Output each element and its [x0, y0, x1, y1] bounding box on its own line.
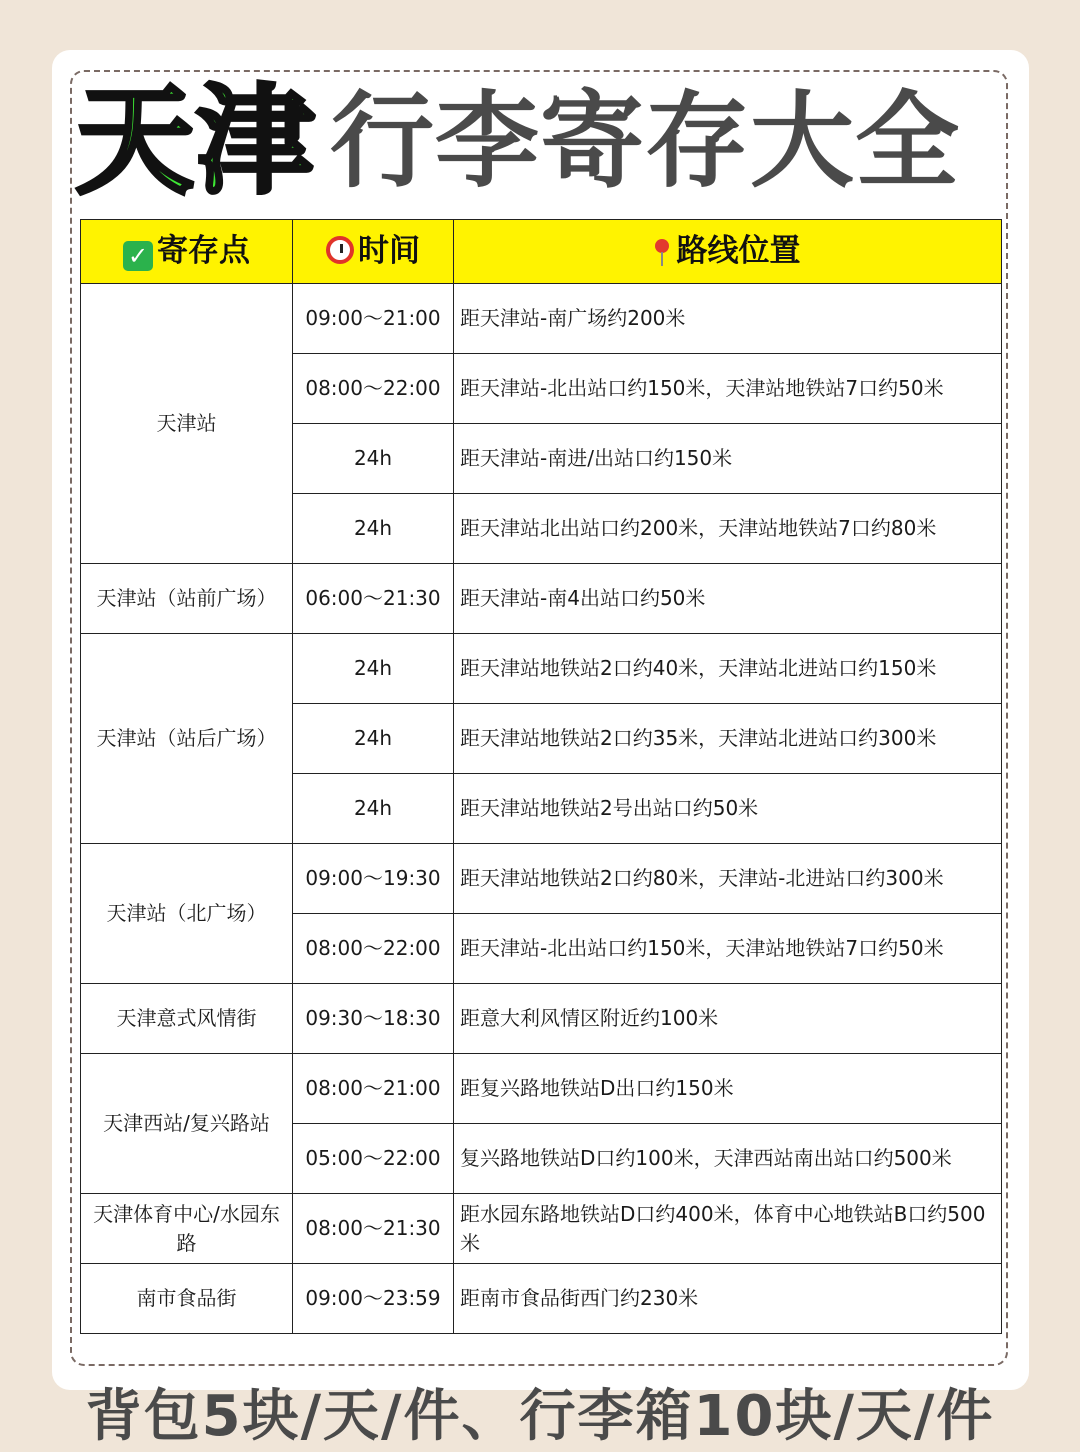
route-cell: 距天津站地铁站2口约80米，天津站-北进站口约300米: [454, 844, 1002, 914]
pin-icon: [655, 239, 669, 253]
table-row: [81, 984, 1002, 1054]
time-cell: 24h: [293, 634, 454, 704]
location-cell: 天津意式风情街: [81, 984, 293, 1054]
time-cell: 08:00～22:00: [293, 914, 454, 984]
table-row: [81, 844, 1002, 914]
table-row: [81, 634, 1002, 704]
route-cell: 距天津站-北出站口约150米，天津站地铁站7口约50米: [454, 914, 1002, 984]
time-cell: 24h: [293, 774, 454, 844]
price-footer: 背包5块/天/件、行李箱10块/天/件: [85, 1384, 995, 1449]
time-cell: 24h: [293, 424, 454, 494]
route-cell: 距水园东路地铁站D口约400米，体育中心地铁站B口约500米: [454, 1194, 1002, 1264]
title-rest: 行李寄存大全: [330, 80, 961, 202]
time-cell: 09:30～18:30: [293, 984, 454, 1054]
table-row: [81, 1194, 1002, 1264]
header-time: 时间: [293, 220, 454, 284]
check-icon: ✓: [123, 241, 153, 271]
location-cell: 南市食品街: [81, 1264, 293, 1334]
time-cell: 08:00～21:00: [293, 1054, 454, 1124]
route-cell: 距南市食品街西门约230米: [454, 1264, 1002, 1334]
time-cell: 05:00～22:00: [293, 1124, 454, 1194]
route-cell: 复兴路地铁站D口约100米，天津西站南出站口约500米: [454, 1124, 1002, 1194]
time-cell: 08:00～22:00: [293, 354, 454, 424]
time-cell: 09:00～21:00: [293, 284, 454, 354]
location-cell: 天津站: [81, 284, 293, 564]
route-cell: 距天津站-南4出站口约50米: [454, 564, 1002, 634]
alarm-clock-icon: [326, 236, 354, 264]
storage-table: [80, 219, 1002, 1334]
table-row: [81, 1054, 1002, 1124]
location-cell: 天津站（站前广场）: [81, 564, 293, 634]
time-cell: 24h: [293, 704, 454, 774]
table-row: [81, 284, 1002, 354]
route-cell: 距天津站地铁站2口约40米，天津站北进站口约150米: [454, 634, 1002, 704]
time-cell: 09:00～23:59: [293, 1264, 454, 1334]
location-cell: 天津站（站后广场）: [81, 634, 293, 844]
route-cell: 距天津站地铁站2口约35米，天津站北进站口约300米: [454, 704, 1002, 774]
time-cell: 08:00～21:30: [293, 1194, 454, 1264]
location-cell: 天津站（北广场）: [81, 844, 293, 984]
page-title: [76, 66, 960, 216]
time-cell: 24h: [293, 494, 454, 564]
route-cell: 距天津站北出站口约200米，天津站地铁站7口约80米: [454, 494, 1002, 564]
route-cell: 距天津站-北出站口约150米，天津站地铁站7口约50米: [454, 354, 1002, 424]
time-cell: 06:00～21:30: [293, 564, 454, 634]
time-cell: 09:00～19:30: [293, 844, 454, 914]
header-location: ✓ 寄存点: [81, 220, 293, 284]
route-cell: 距天津站-南进/出站口约150米: [454, 424, 1002, 494]
table-row: [81, 564, 1002, 634]
route-cell: 距天津站-南广场约200米: [454, 284, 1002, 354]
route-cell: 距天津站地铁站2号出站口约50米: [454, 774, 1002, 844]
location-cell: 天津体育中心/水园东路: [81, 1194, 293, 1264]
title-city: 天津: [76, 72, 317, 210]
route-cell: 距意大利风情区附近约100米: [454, 984, 1002, 1054]
location-cell: 天津西站/复兴路站: [81, 1054, 293, 1194]
table-header-row: [81, 220, 1002, 284]
header-route: 路线位置: [454, 220, 1002, 284]
route-cell: 距复兴路地铁站D出口约150米: [454, 1054, 1002, 1124]
table-row: [81, 1264, 1002, 1334]
